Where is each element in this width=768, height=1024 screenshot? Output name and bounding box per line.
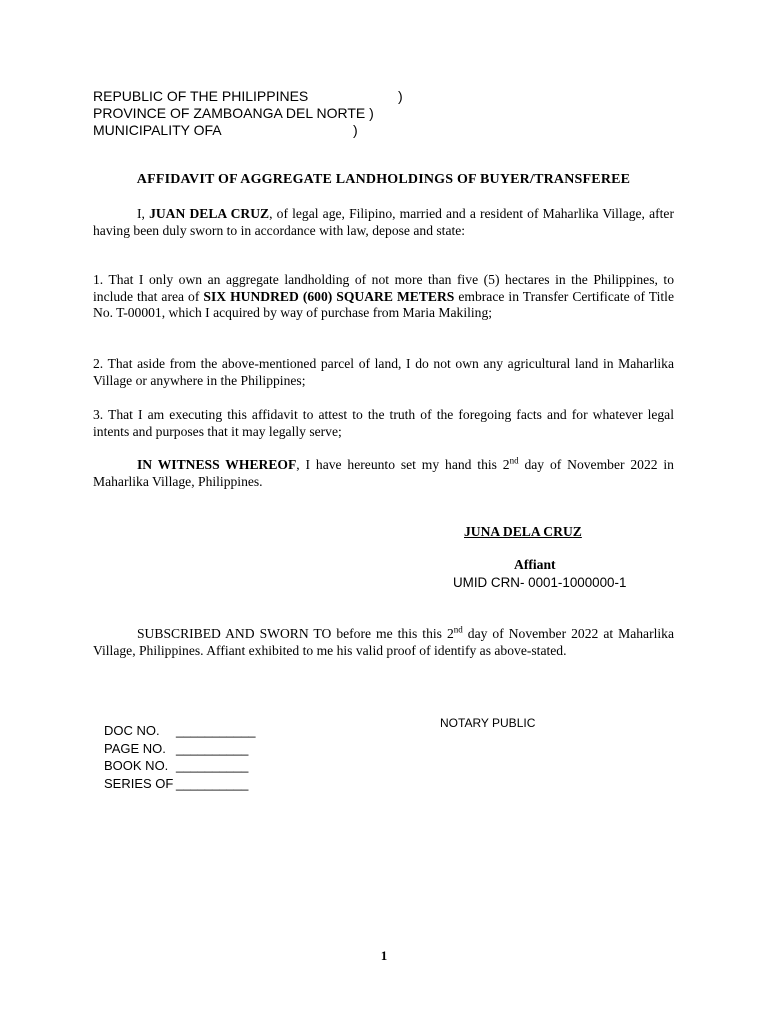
caption-province-text: PROVINCE OF ZAMBOANGA DEL NORTE ) (93, 105, 374, 121)
doc-no-label: DOC NO. (104, 723, 160, 738)
intro-paragraph (93, 206, 674, 239)
caption-republic-text: REPUBLIC OF THE PHILIPPINES (93, 88, 309, 104)
affiant-label: Affiant (514, 557, 556, 572)
affiant-signature-name: JUNA DELA CRUZ (464, 524, 582, 539)
witness-paragraph (93, 457, 674, 490)
notary-public-label: NOTARY PUBLIC (440, 716, 536, 730)
series-of-row (104, 775, 249, 793)
caption-republic (93, 88, 403, 105)
jurat-paragraph (93, 626, 674, 659)
jurat-text-1: before me this this 2 (331, 626, 454, 641)
doc-no-blank: ___________ (176, 723, 256, 738)
caption-municipality-text: MUNICIPALITY OFA (93, 122, 222, 138)
venue-caption (93, 88, 403, 139)
witness-sup: nd (509, 455, 519, 466)
affiant-id: UMID CRN- 0001-1000000-1 (453, 575, 627, 590)
item-3-paragraph: 3. That I am executing this affidavit to attest to the truth of the foregoing facts and for whatever legal intents and purposes that it may legally serve; (93, 407, 674, 439)
intro-pre: I, (137, 206, 150, 221)
jurat-sup: nd (453, 624, 463, 635)
jurat-text-2: day of November 2022 at Maharlika Village, Philippines. Affiant exhibited to me his valid proof of identify as above-stated. (93, 626, 674, 658)
witness-text-2: day of November 2022 in Maharlika Village, Philippines. (93, 457, 674, 489)
caption-paren-3: ) (353, 122, 358, 138)
item-1-post: embrace in Transfer Certificate of Title No. T-00001, which I acquired by way of purchase from Maria Makiling; (93, 288, 674, 321)
affiant-name-inline: JUAN DELA CRUZ (149, 206, 270, 221)
item-1-pre: 1. That I only own an aggregate landholding of not more than five (5) hectares in the Philippines, to include that area of (93, 272, 674, 304)
page-no-label: PAGE NO. (104, 740, 166, 756)
book-no-blank: __________ (176, 758, 249, 773)
item-1-paragraph (93, 272, 674, 322)
caption-municipality (93, 122, 374, 139)
notarial-register (104, 722, 256, 792)
jurat-lead: SUBSCRIBED AND SWORN TO (137, 626, 332, 641)
witness-text-1: , I have hereunto set my hand this 2 (296, 457, 510, 472)
caption-paren-1: ) (398, 88, 403, 104)
document-title: AFFIDAVIT OF AGGREGATE LANDHOLDINGS OF BUYER/TRANSFEREE (136, 172, 631, 187)
witness-lead: IN WITNESS WHEREOF (137, 457, 297, 472)
item-1-area: SIX HUNDRED (600) SQUARE METERS (203, 288, 455, 304)
page-number: 1 (380, 948, 388, 963)
doc-no-row (104, 722, 256, 740)
caption-province (93, 105, 374, 122)
book-no-row (104, 757, 249, 775)
intro-post: , of legal age, Filipino, married and a resident of Maharlika Village, after having been duly sworn to in accordance with law, depose and state: (93, 206, 674, 238)
item-2-paragraph: 2. That aside from the above-mentioned parcel of land, I do not own any agricultural land in Maharlika Village or anywhere in the Philippines; (93, 356, 674, 388)
page-no-row (104, 740, 249, 758)
series-of-label: SERIES OF (104, 775, 174, 791)
book-no-label: BOOK NO. (104, 758, 169, 773)
page-no-blank: __________ (176, 740, 249, 756)
series-of-blank: __________ (176, 775, 249, 791)
